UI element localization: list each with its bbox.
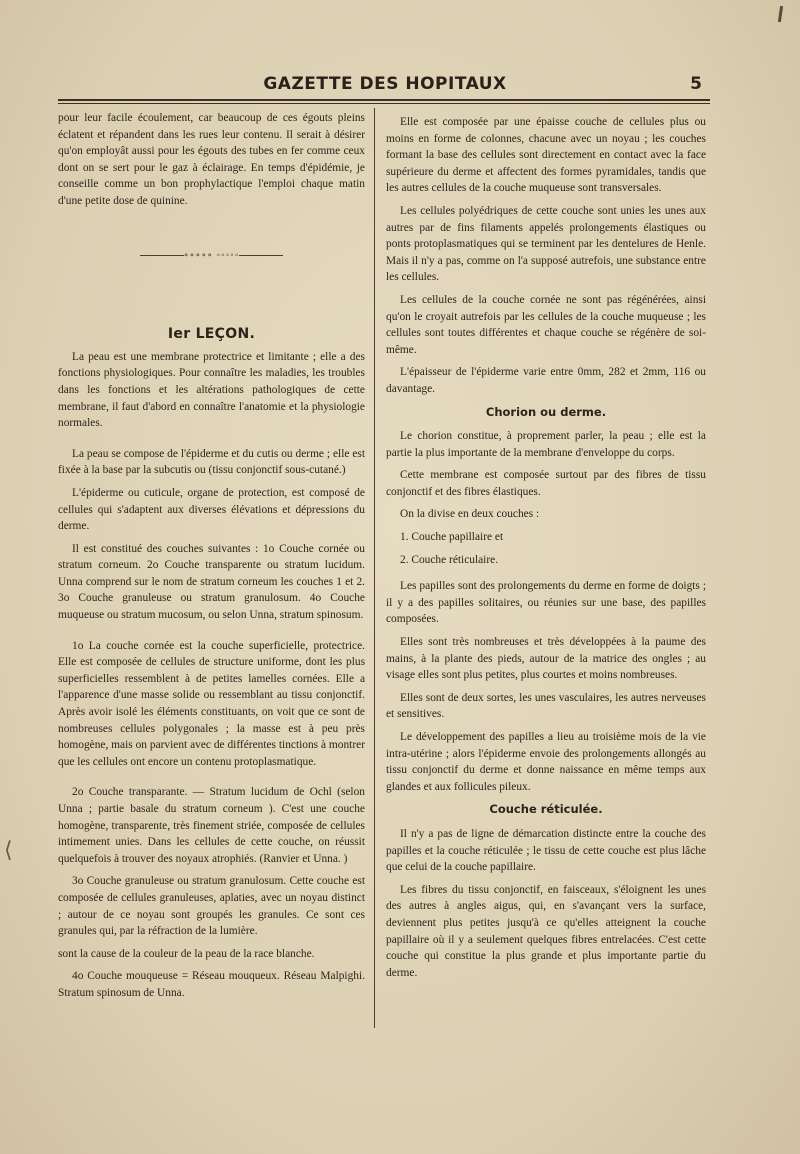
paragraph: Elles sont de deux sortes, les unes vasculaires, les autres nerveuses et sensitives.: [386, 691, 706, 721]
paragraph: L'épiderme ou cuticule, organe de protection, est composé de cellules qui s'adaptent aux diverses élévations et dépressions du derme.: [58, 486, 365, 533]
paragraph: Il est constitué des couches suivantes : 1o Couche cornée ou stratum corneum. 2o Couche transparente ou stratum lucidum. Unna comprend sur le nom de stratum corneum les couches 1 et 2. 3o Couche granuleuse ou stratum granulosum. 4o Couche muqueuse ou stratum mucosum, ou selon Unna, stratum spinosum.: [58, 542, 365, 622]
paragraph: On la divise en deux couches :: [400, 508, 540, 521]
paragraph: 1o La couche cornée est la couche superficielle, protectrice. Elle est composée de cellules de structure uniforme, dont les plus superficielles ressemblent à de petites lamelles cornées. Elle a l'apparence d'une masse solide ou ressemblant au tissu conjonctif. Après avoir isolé les éléments constituants, on voit que ce sont de nombreuses cellules polygonales ; la masse est à peu près homogène, mais on parvient avec de différentes tinctions à montrer que les cellules ont encore un contenu protoplasmatique.: [58, 639, 365, 768]
page-number: 5: [690, 74, 702, 94]
paragraph: sont la cause de la couleur de la peau de la race blanche.: [58, 947, 315, 960]
corner-mark: [778, 6, 783, 22]
list-item: 1. Couche papillaire et: [400, 531, 504, 544]
paragraph: 2o Couche transparante. — Stratum lucidum de Ochl (selon Unna ; partie basale du stratum corneum ). C'est une couche homogène, transparente, très finement striée, composée de cellules intimement unies. Dans les cellules de cette couche, on réussit quelquefois à trouver des noyaux atrophiés. (Ranvier et Unna. ): [58, 786, 365, 865]
paragraph: Le chorion constitue, à proprement parler, la peau ; elle est la partie la plus importante de la membrane d'enveloppe du corps.: [386, 430, 706, 459]
paragraph: Les papilles sont des prolongements du derme en forme de doigts ; il y a des papilles solitaires, ou réunies sur une base, des papilles composées.: [386, 580, 706, 626]
paragraph: Les cellules polyédriques de cette couche sont unies les unes aux autres par de fins filaments appelés prolongements élastiques ou ponts protoplasmatiques qui se terminent par les dentelures de Henle. Mais il n'y a pas, comme on l'a supposé autrefois, une substance entre les cellules.: [386, 204, 706, 284]
margin-bracket-mark: ⟨: [4, 838, 13, 863]
paragraph: Les fibres du tissu conjonctif, en faisceaux, s'éloignent les unes des autres à angles aigus, qui, en s'avançant vers la surface, deviennent plus petites jusqu'à ce qu'elles atteignent la couche papillaire où il y a seulement quelques fibres entrelacées. C'est cette couche qui constitue la plus grande et plus importante partie du derme.: [386, 883, 706, 979]
section-ornament: ∘∘∘∘∘ ◦◦◦◦◦: [58, 248, 365, 265]
paragraph: La peau est une membrane protectrice et limitante ; elle a des fonctions physiologiques. Pour connaître les maladies, les troubles dans les fonctions et les altérations pathologiques de cette membrane, il faut d'abord en connaître l'anatomie et la physiologie normales.: [58, 350, 365, 430]
column-divider: [374, 108, 375, 1028]
page-header: [58, 74, 712, 98]
paragraph: Le développement des papilles a lieu au troisième mois de la vie intra-utérine ; alors l'épiderme envoie des prolongements allongés au tissu conjonctif du derme et donne naissance en même temps aux glandes et aux follicules pileux.: [386, 731, 706, 793]
list-item: 2. Couche réticulaire.: [400, 553, 499, 566]
section-heading-reticulee: Couche réticulée.: [489, 802, 603, 817]
lesson-title: Ier LEÇON.: [167, 326, 256, 343]
paragraph: Elle est composée par une épaisse couche de cellules plus ou moins en forme de colonnes, chacune avec un noyau ; les couches formant la base des cellules sont directement en contact avec la face supérieure du derme et affectent des formes pyramidales, tandis que les autres cellules de la couche muqueuse sont transversales.: [386, 116, 706, 195]
right-column: [386, 114, 706, 987]
paragraph: Cette membrane est composée surtout par des fibres de tissu conjonctif et des fibres élastiques.: [386, 469, 706, 498]
paragraph: Il n'y a pas de ligne de démarcation distincte entre la couche des papilles et la couche réticulée ; le tissu de cette couche est plus lâche que celui de la couche papillaire.: [386, 827, 706, 874]
paragraph: L'épaisseur de l'épiderme varie entre 0mm, 282 et 2mm, 116 ou davantage.: [386, 366, 706, 395]
left-column: [58, 110, 365, 1008]
section-heading-chorion: Chorion ou derme.: [485, 404, 607, 419]
paragraph: Les cellules de la couche cornée ne sont pas régénérées, ainsi qu'on le croyait autrefois par les cellules de la couche muqueuse ; les cellules sont toutes différentes et chaque couche se régénère de soi-même.: [386, 293, 706, 356]
paragraph: 3o Couche granuleuse ou stratum granulosum. Cette couche est composée de cellules granuleuses, aplaties, avec un noyau distinct ; autour de ce noyau sont groupés les granules. Ce sont ces granules qui, par la réfraction de la lumière.: [58, 875, 365, 938]
header-rule-thick: [58, 99, 710, 101]
intro-paragraph: pour leur facile écoulement, car beaucoup de ces égouts pleins éclatent et répandent dans les rues leur contenu. Il serait à désirer qu'on employât aussi pour les égouts des tubes en fer comme ceux dont on se sert pour le gaz à éclairage. En temps d'épidémie, je conseille comme un bon prophylactique l'emploi chaque matin d'une petite dose de quinine.: [58, 112, 365, 207]
header-title: GAZETTE DES HOPITAUX: [263, 74, 507, 94]
header-rule-thin: [58, 103, 710, 104]
paragraph: Elles sont très nombreuses et très développées à la paume des mains, à la plante des pieds, autour de la matrice des ongles ; au visage elles sont plus petites, plus courtes et moins nombreuses.: [386, 636, 706, 682]
paragraph: La peau se compose de l'épiderme et du cutis ou derme ; elle est fixée à la base par la subcutis ou (tissu conjonctif sous-cutané.): [58, 447, 365, 477]
paragraph: 4o Couche mouqueuse = Réseau mouqueux. Réseau Malpighi. Stratum spinosum de Unna.: [58, 970, 365, 999]
